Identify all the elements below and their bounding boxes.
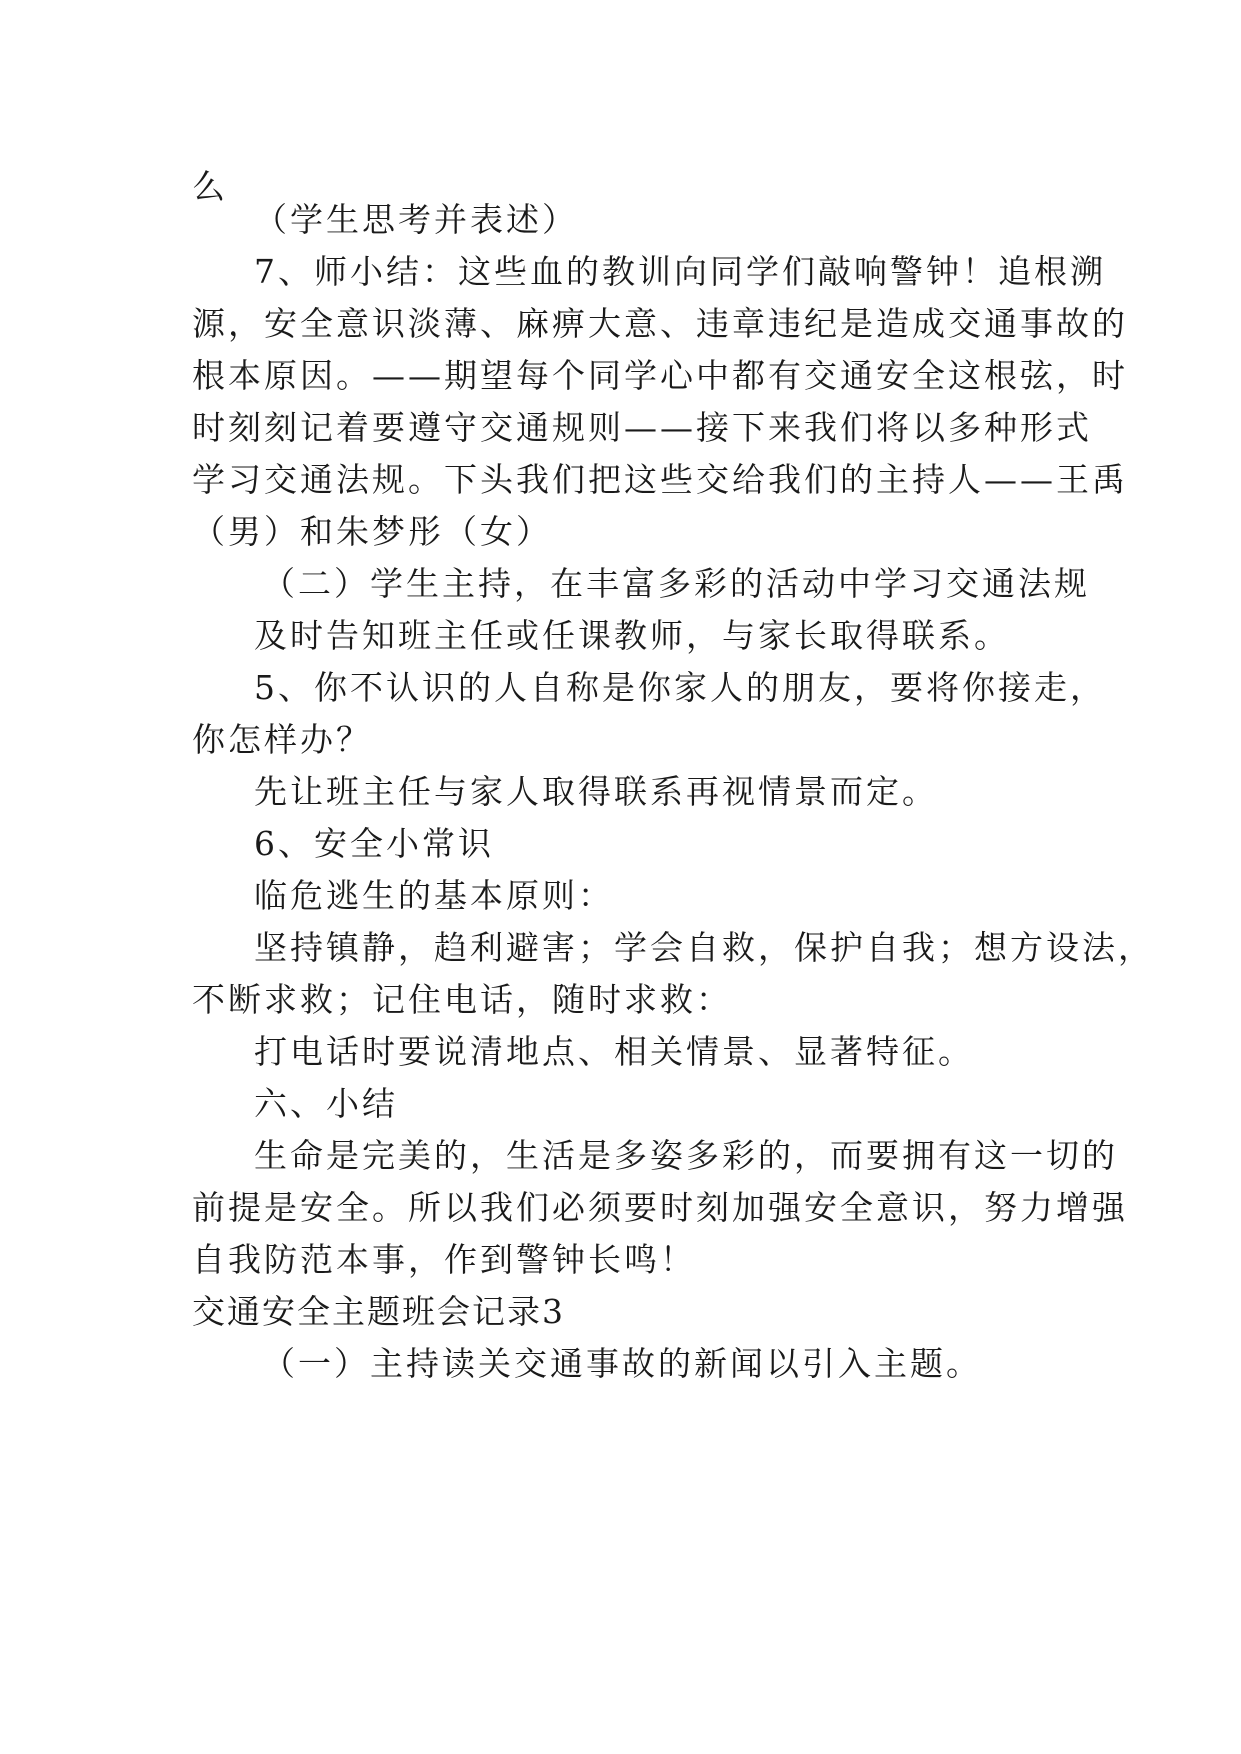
text-line: 源，安全意识淡薄、麻痹大意、违章违纪是造成交通事故的 <box>192 304 1128 343</box>
text-line: 生命是完美的，生活是多姿多彩的，而要拥有这一切的 <box>254 1136 1118 1175</box>
text-line: 打电话时要说清地点、相关情景、显著特征。 <box>254 1032 974 1071</box>
text-line: 学习交通法规。下头我们把这些交给我们的主持人——王禹 <box>192 460 1128 499</box>
text-line: 时刻刻记着要遵守交通规则——接下来我们将以多种形式 <box>192 408 1092 447</box>
text-line: 5、你不认识的人自称是你家人的朋友，要将你接走， <box>254 668 1106 707</box>
text-line: 先让班主任与家人取得联系再视情景而定。 <box>254 772 938 811</box>
text-line: 根本原因。——期望每个同学心中都有交通安全这根弦，时 <box>192 356 1128 395</box>
text-line: 前提是安全。所以我们必须要时刻加强安全意识，努力增强 <box>192 1188 1128 1227</box>
text-line: 6、安全小常识 <box>254 824 494 863</box>
text-line: 不断求救；记住电话，随时求救： <box>192 980 732 1019</box>
text-line: 坚持镇静，趋利避害；学会自救，保护自我；想方设法， <box>254 928 1154 967</box>
text-line: （男）和朱梦彤（女） <box>192 512 552 551</box>
document-title: 交通安全主题班会记录3 <box>192 1292 565 1331</box>
text-line: 临危逃生的基本原则： <box>254 876 614 915</box>
text-line: 及时告知班主任或任课教师，与家长取得联系。 <box>254 616 1010 655</box>
text-line: 自我防范本事，作到警钟长鸣！ <box>192 1240 696 1279</box>
text-line: 你怎样办？ <box>192 720 372 759</box>
text-line: 7、师小结：这些血的教训向同学们敲响警钟！追根溯 <box>254 252 1106 291</box>
text-line: （学生思考并表述） <box>254 200 578 239</box>
text-line: （二）学生主持，在丰富多彩的活动中学习交通法规 <box>262 564 1090 603</box>
text-line: 么 <box>192 167 228 206</box>
section-heading: 六、小结 <box>254 1084 398 1123</box>
text-line: （一）主持读关交通事故的新闻以引入主题。 <box>262 1344 982 1383</box>
